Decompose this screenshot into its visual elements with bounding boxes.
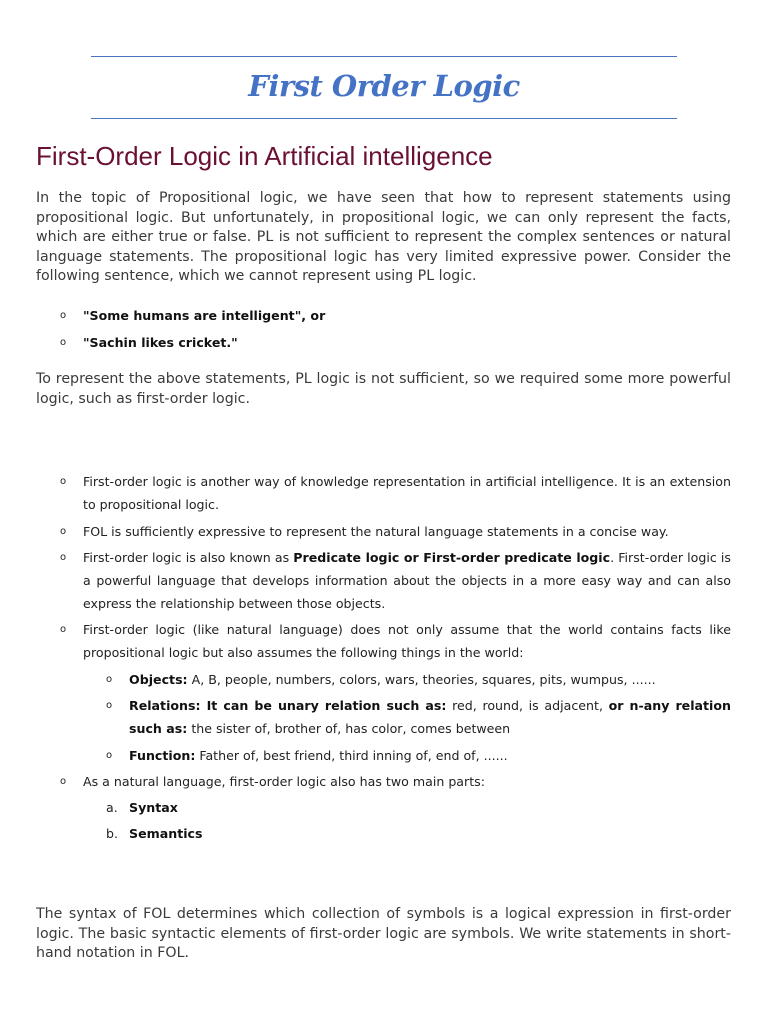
- conclusion-paragraph: To represent the above statements, PL logic is not sufficient, so we required some more powerful logic, such as first-order logic.: [36, 371, 731, 407]
- fol-point-2: FOL is sufficiently expressive to represent the natural language statements in a concise way.: [83, 524, 669, 539]
- relations-text-1: red, round, is adjacent,: [446, 698, 609, 713]
- objects-label: Objects:: [129, 672, 188, 687]
- semantics-item: Semantics: [129, 826, 203, 841]
- bullet-icon: o: [60, 337, 67, 348]
- title-top-rule: [91, 56, 677, 57]
- relations-label: Relations: It can be unary relation such as:: [129, 698, 447, 713]
- document-title: First Order Logic: [248, 69, 520, 103]
- bullet-icon: o: [60, 476, 67, 487]
- relations-label-2: or n-any relation such as:: [129, 698, 731, 736]
- fol-point-5: As a natural language, first-order logic also has two main parts:: [83, 774, 485, 789]
- intro-paragraph: In the topic of Propositional logic, we have seen that how to represent statements using propositional logic. But unfortunately, in propositional logic, we can only represent the facts, which are either true or false. PL is not sufficient to represent the complex sentences or natural language statements. The propositional logic has very limited expressive power. Consider the following sentence, which we cannot represent using PL logic.: [36, 190, 731, 285]
- syntax-paragraph: The syntax of FOL determines which collection of symbols is a logical expression in first-order logic. The basic syntactic elements of first-order logic are symbols. We write statements in short-hand notation in FOL.: [36, 906, 731, 962]
- fol-point-3-post: . First-order logic is a powerful language that develops information about the objects in a more easy way and can also express the relationship between those objects.: [83, 550, 731, 611]
- relations-text-2: the sister of, brother of, has color, comes between: [187, 721, 511, 736]
- objects-text: A, B, people, numbers, colors, wars, theories, squares, pits, wumpus, ......: [187, 672, 656, 687]
- bullet-icon: o: [60, 776, 67, 787]
- function-item: [129, 744, 731, 767]
- bullet-icon: o: [60, 624, 67, 635]
- bullet-icon: o: [106, 700, 113, 711]
- fol-point-3-pre: First-order logic is also known as: [83, 550, 294, 565]
- bullet-icon: o: [60, 526, 67, 537]
- function-label: Function:: [129, 748, 196, 763]
- list-marker: b.: [106, 826, 118, 841]
- example-item: "Sachin likes cricket.": [83, 335, 238, 350]
- bullet-icon: o: [106, 750, 113, 761]
- predicate-logic-term: Predicate logic or First-order predicate logic: [293, 550, 611, 565]
- title-bottom-rule: [91, 118, 677, 119]
- fol-point-1: First-order logic is another way of knowledge representation in artificial intelligence. It is an extension to propositional logic.: [83, 474, 731, 512]
- fol-point-3: [83, 546, 731, 615]
- relations-item: [129, 694, 731, 740]
- example-item: "Some humans are intelligent", or: [83, 308, 326, 323]
- section-heading: First-Order Logic in Artificial intelligence: [36, 141, 493, 171]
- bullet-icon: o: [106, 674, 113, 685]
- objects-item: [129, 668, 731, 691]
- bullet-icon: o: [60, 310, 67, 321]
- list-marker: a.: [106, 800, 118, 815]
- fol-point-4: First-order logic (like natural language) does not only assume that the world contains facts like propositional logic but also assumes the following things in the world:: [83, 622, 731, 660]
- bullet-icon: o: [60, 552, 67, 563]
- function-text: Father of, best friend, third inning of, end of, ......: [195, 748, 508, 763]
- syntax-item: Syntax: [129, 800, 178, 815]
